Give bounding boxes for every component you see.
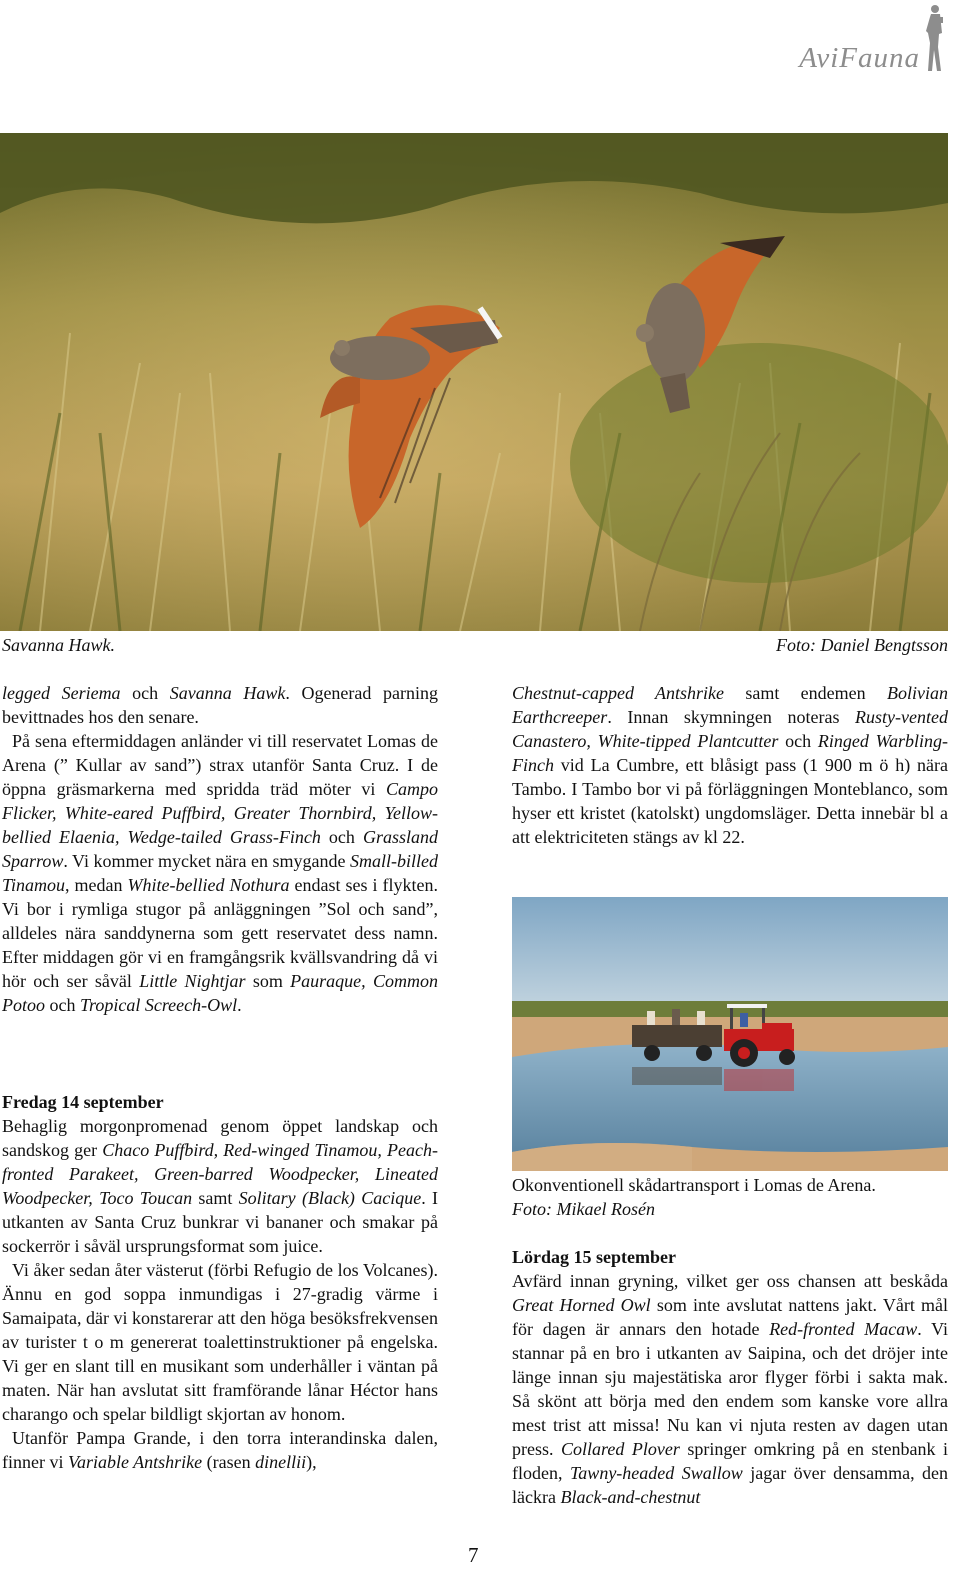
- paragraph: Vi åker sedan åter västerut (förbi Refugio de los Volcanes). Ännu en god soppa inmundigas i 27-gradig värme i Samaipata, där vi konstarerar att den höga besöksfrekvensen av turister t o m genererat toalettinstruktioner på engelska. Vi ger en slant till en musikant som underhåller i väntan på maten. När han avslutat sitt framförande lånar Héctor hans charango och spelar bildligt skjortan av honom.: [2, 1260, 438, 1424]
- paragraph: På sena eftermiddagen anländer vi till reservatet Lomas de Arena (” Kullar av sand”) strax utanför Santa Cruz. I de öppna gräsmarkerna med spridda träd möter vi Campo Flicker, White-eared Puffbird, Greater Thornbird, Yellow-bellied Elaenia, Wedge-tailed Grass-Finch och Grassland Sparrow. Vi kommer mycket nära en smygande Small-billed Tinamou, medan White-bellied Nothura endast ses i flykten. Vi bor i rymliga stugor på anläggningen ”Sol och sand”, alldeles nära sanddynerna som gett reservatet dess namn. Efter middagen gör vi en framgångsrik kvällsvandring då vi hör och ser såväl Little Nightjar som Pauraque, Common Potoo och Tropical Screech-Owl.: [2, 731, 438, 1015]
- tractor-photo-caption-block: [512, 1173, 948, 1221]
- birdwatcher-figure-icon: [922, 3, 946, 73]
- right-column-saturday: [512, 1245, 948, 1509]
- logo-text: AviFauna: [799, 42, 920, 74]
- species-name: White-bellied Nothura: [127, 875, 290, 895]
- species-name: legged Seriema: [2, 683, 121, 703]
- species-name: Tawny-headed Swallow: [569, 1463, 743, 1483]
- paragraph: Chestnut-capped Antshrike samt endemen Bolivian Earthcreeper. Innan skymningen noteras Rusty-vented Canastero, White-tipped Plantcutter och Ringed Warbling-Finch vid La Cumbre, ett blåsigt pass (1 900 m ö h) nära Tambo. I Tambo bor vi på förläggningen Monteblanco, som hyser ett kristet (katolskt) ungdomsläger. Detta innebär bl a att elektriciteten stängs av kl 22.: [512, 683, 948, 847]
- savanna-hawk-photo: [0, 133, 948, 631]
- paragraph: legged Seriema och Savanna Hawk. Ogenerad parning bevittnades hos den senare.: [2, 683, 438, 727]
- species-name: Tropical Screech-Owl: [80, 995, 238, 1015]
- species-name: Black-and-chestnut: [560, 1487, 701, 1507]
- species-name: dinellii: [255, 1452, 307, 1472]
- species-name: Solitary (Black) Cacique: [238, 1188, 422, 1208]
- section-heading-friday: Fredag 14 september: [2, 1092, 164, 1112]
- tractor-photo-caption: Okonventionell skådartransport i Lomas de Arena.: [512, 1175, 876, 1195]
- species-name: Chaco Puffbird, Red-winged Tinamou, Peach-fronted Parakeet, Green-barred Woodpecker, Lineated Woodpecker, Toco Toucan: [2, 1140, 439, 1208]
- avifauna-logo: [760, 0, 960, 80]
- species-name: Variable Antshrike: [67, 1452, 203, 1472]
- hero-photo-credit: Foto: Daniel Bengtsson: [776, 635, 948, 655]
- species-name: Rusty-vented Canastero, White-tipped Plantcutter: [512, 707, 948, 751]
- hero-photo-caption: Savanna Hawk.: [2, 635, 115, 655]
- tractor-river-photo: [512, 897, 948, 1171]
- species-name: Savanna Hawk: [169, 683, 286, 703]
- species-name: Chestnut-capped Antshrike: [512, 683, 724, 703]
- paragraph: Utanför Pampa Grande, i den torra interandinska dalen, finner vi Variable Antshrike (rasen dinellii),: [2, 1428, 438, 1472]
- species-name: Bolivian Earthcreeper: [512, 683, 948, 727]
- left-column-friday: [2, 1090, 438, 1474]
- paragraph: Behaglig morgonpromenad genom öppet landskap och sandskog ger Chaco Puffbird, Red-winged Tinamou, Peach-fronted Parakeet, Green-barred Woodpecker, Lineated Woodpecker, Toco Toucan samt Solitary (Black) Cacique. I utkanten av Santa Cruz bunkrar vi bananer och smakar på sockerrör i såväl ursprungsformat som juice.: [2, 1116, 439, 1256]
- paragraph: Avfärd innan gryning, vilket ger oss chansen att beskåda Great Horned Owl som inte avslutat nattens jakt. Vårt mål för dagen är annars den hotade Red-fronted Macaw. Vi stannar på en bro i utkanten av Saipina, och det dröjer inte länge innan sju majestätiska aror flyger förbi i sakta mak. Så skönt att börja med den endem som kanske vore allra mest trist att missa! Nu kan vi njuta resten av dagen utan press. Collared Plover springer omkring på en stenbank i floden, Tawny-headed Swallow jagar över densamma, den läckra Black-and-chestnut: [512, 1271, 949, 1507]
- right-column-top: [512, 681, 948, 849]
- species-name: Collared Plover: [561, 1439, 680, 1459]
- species-name: Red-fronted Macaw: [769, 1319, 918, 1339]
- page-number: 7: [468, 1543, 479, 1567]
- species-name: Campo Flicker, White-eared Puffbird, Greater Thornbird, Yellow-bellied Elaenia, Wedge-tailed Grass-Finch: [2, 779, 438, 847]
- section-heading-saturday: Lördag 15 september: [512, 1247, 676, 1267]
- species-name: Great Horned Owl: [512, 1295, 651, 1315]
- left-column-top: [2, 681, 438, 1017]
- species-name: Little Nightjar: [139, 971, 246, 991]
- tractor-photo-credit: Foto: Mikael Rosén: [512, 1199, 655, 1219]
- species-name: Pauraque, Common Potoo: [2, 971, 438, 1015]
- species-name: Ringed Warbling-Finch: [512, 731, 948, 775]
- species-name: Small-billed Tinamou: [2, 851, 438, 895]
- species-name: Grassland Sparrow: [2, 827, 438, 871]
